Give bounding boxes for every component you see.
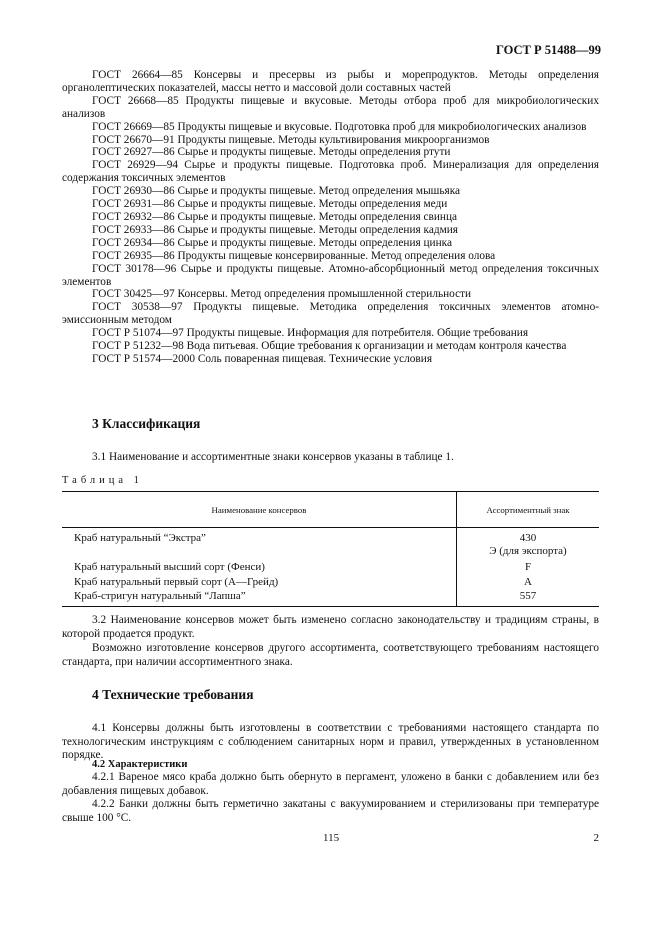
- table-header-name: Наименование консервов: [62, 492, 457, 528]
- reference-item: ГОСТ 26934—86 Сырье и продукты пищевые. Методы определения цинка: [92, 236, 452, 249]
- reference-item: ГОСТ 30425—97 Консервы. Метод определения промышленной стерильности: [92, 288, 472, 301]
- table-row: [62, 560, 599, 575]
- document-header: ГОСТ Р 51488—99: [495, 43, 601, 57]
- table-cell-mark: [457, 528, 600, 561]
- paragraph-3-2: 3.2 Наименование консервов может быть изменено согласно законодательству и традициям страны, в которой продается продукт.: [62, 614, 599, 640]
- paragraph-3-2-cont: Возможно изготовление консервов другого ассортимента, соответствующего требованиям настоящего стандарта, при наличии ассортиментного знака.: [62, 642, 599, 668]
- reference-item: ГОСТ 26932—86 Сырье и продукты пищевые. Методы определения свинца: [92, 210, 458, 223]
- reference-item: ГОСТ Р 51574—2000 Соль поваренная пищевая. Технические условия: [92, 352, 433, 365]
- paragraph-4-2-1: 4.2.1 Вареное мясо краба должно быть обернуто в пергамент, уложено в банки с добавлением или без добавления пищевых добавок.: [62, 771, 599, 797]
- reference-item: ГОСТ 26664—85 Консервы и пресервы из рыбы и морепродуктов. Методы определения органолептических показателей, массы нетто и массовой доли составных частей: [62, 69, 599, 94]
- table-row: [62, 528, 599, 561]
- table-header-mark-text: Ассортиментный знак: [486, 504, 570, 515]
- section-4-title: 4 Технические требования: [92, 687, 254, 702]
- reference-item: ГОСТ 26927—86 Сырье и продукты пищевые. Методы определения ртути: [92, 146, 451, 159]
- normative-references-list: [62, 69, 599, 366]
- table-row: [62, 575, 599, 590]
- reference-item: ГОСТ Р 51074—97 Продукты пищевые. Информация для потребителя. Общие требования: [92, 327, 529, 340]
- section-3-title: 3 Классификация: [92, 416, 201, 431]
- reference-item: ГОСТ 26935—86 Продукты пищевые консервированные. Метод определения олова: [92, 249, 496, 262]
- table-cell-mark-value: 430: [519, 532, 537, 544]
- table-cell-mark-value-2: Э (для экспорта): [489, 545, 567, 557]
- sheet-number: 2: [593, 832, 599, 844]
- reference-item: ГОСТ 26929—94 Сырье и продукты пищевые. Подготовка проб. Минерализация для определения содержания токсичных элементов: [62, 159, 599, 185]
- table-cell-mark: F: [457, 560, 600, 575]
- reference-item: ГОСТ 26930—86 Сырье и продукты пищевые. Метод определения мышьяка: [92, 185, 461, 198]
- reference-item: ГОСТ 26931—86 Сырье и продукты пищевые. Методы определения меди: [92, 198, 448, 211]
- table-cell-mark: 557: [457, 590, 600, 607]
- reference-item: ГОСТ 26933—86 Сырье и продукты пищевые. Методы определения кадмия: [92, 223, 458, 236]
- reference-item: ГОСТ 26668—85 Продукты пищевые и вкусовые. Методы отбора проб для микробиологических анализов: [62, 94, 599, 120]
- paragraph-3-1: 3.1 Наименование и ассортиментные знаки консервов указаны в таблице 1.: [92, 451, 454, 463]
- table-caption: Таблица 1: [62, 475, 143, 486]
- table-row: [62, 590, 599, 607]
- reference-item: ГОСТ 30178—96 Сырье и продукты пищевые. Атомно-абсорбционный метод определения токсичных элементов: [62, 262, 599, 288]
- assortment-table: [62, 491, 599, 607]
- subsection-4-2-title: 4.2 Характеристики: [92, 759, 188, 770]
- table-cell-mark: А: [457, 575, 600, 590]
- paragraph-4-1: 4.1 Консервы должны быть изготовлены в соответствии с требованиями настоящего стандарта по технологическим инструкциям с соблюдением санитарных норм и правил, утвержденных в установленном порядке.: [62, 722, 599, 762]
- paragraph-4-2-2: 4.2.2 Банки должны быть герметично закатаны с вакуумированием и стерилизованы при температуре свыше 100 °С.: [62, 798, 599, 824]
- table-cell-name: Краб натуральный первый сорт (А—Грейд): [74, 576, 279, 588]
- table-cell-name: Краб натуральный высший сорт (Фенси): [74, 561, 265, 573]
- table-header-mark: [457, 492, 600, 528]
- page-number: 115: [323, 832, 340, 844]
- reference-item: ГОСТ 30538—97 Продукты пищевые. Методика определения токсичных элементов атомно-эмиссионным методом: [62, 301, 599, 327]
- table-header-row: [62, 492, 599, 528]
- reference-item: ГОСТ 26670—91 Продукты пищевые. Методы культивирования микроорганизмов: [92, 133, 490, 146]
- table-cell-name: Краб натуральный “Экстра”: [74, 532, 206, 544]
- reference-item: ГОСТ Р 51232—98 Вода питьевая. Общие требования к организации и методам контроля качества: [92, 340, 567, 353]
- reference-item: ГОСТ 26669—85 Продукты пищевые и вкусовые. Подготовка проб для микробиологических анализов: [92, 120, 587, 133]
- table-cell-name: Краб-стригун натуральный “Лапша”: [62, 590, 457, 607]
